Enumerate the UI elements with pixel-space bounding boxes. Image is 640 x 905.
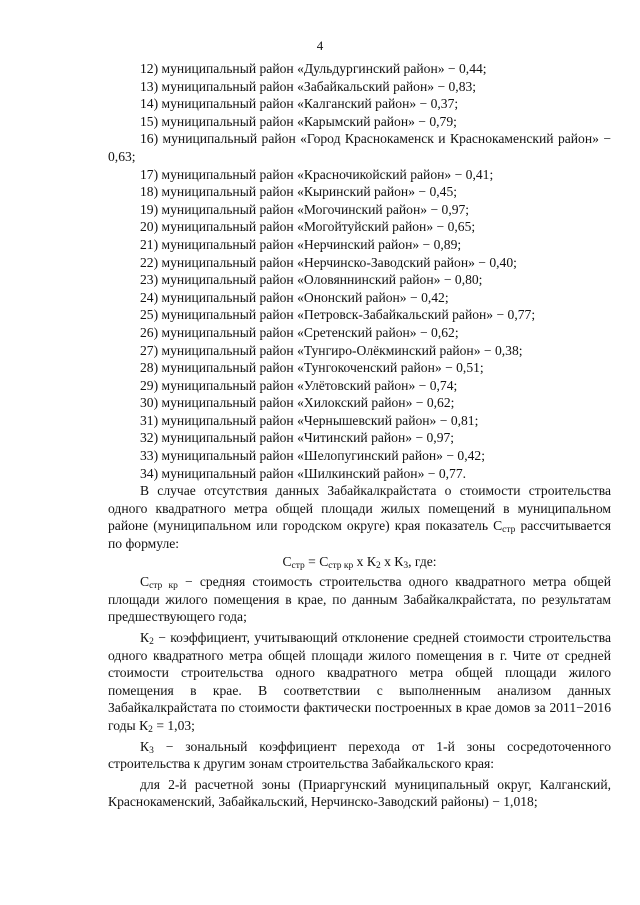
formula-term-1: С: [319, 553, 329, 569]
def-text: − коэффициент, учитывающий отклонение средней стоимости строительства одного квадратного метра общей площади жилого помещения в г. Чите от средней стоимости строительства одного квадратного метра общей площади жилого помещения в крае. В соответствии с выполненным анализом данных Забайкалкрайстата по стоимости фактически построенных в крае домов за 2011−2016 годы: [108, 630, 611, 733]
list-item: 13) муниципальный район «Забайкальский район» − 0,83;: [140, 78, 477, 94]
list-item: 16) муниципальный район «Город Краснокаменск и Краснокаменский район» − 0,63;: [108, 131, 611, 164]
list-item: 18) муниципальный район «Кыринский район» − 0,45;: [140, 184, 458, 200]
list-item: 33) муниципальный район «Шелопугинский район» − 0,42;: [140, 448, 485, 464]
list-item: 24) муниципальный район «Ононский район» − 0,42;: [140, 289, 449, 305]
def-symbol-sub: 3: [149, 745, 154, 756]
definition-k3: [108, 738, 611, 773]
intro-tail: рассчитывается по формуле:: [108, 518, 611, 552]
definition-k2: [108, 629, 611, 735]
list-item: 28) муниципальный район «Тунгокоченский район» − 0,51;: [140, 360, 484, 376]
list-item: 29) муниципальный район «Улётовский район» − 0,74;: [140, 377, 458, 393]
formula-term-1-sub: стр кр: [328, 560, 354, 571]
def-text: − зональный коэффициент перехода от 1-й зоны сосредоточенного строительства к другим зонам строительства Забайкальского края:: [108, 738, 611, 772]
page-number: 4: [316, 38, 324, 53]
k2-value: = 1,03;: [152, 717, 195, 733]
list-item: 34) муниципальный район «Шилкинский район» − 0,77.: [140, 465, 467, 481]
list-item: 15) муниципальный район «Карымский район» − 0,79;: [140, 113, 457, 129]
list-item: 27) муниципальный район «Тунгиро-Олёкминский район» − 0,38;: [140, 342, 523, 358]
list-item: 14) муниципальный район «Калганский район» − 0,37;: [140, 96, 459, 112]
list-item: 20) муниципальный район «Могойтуйский район» − 0,65;: [140, 219, 476, 235]
formula: [108, 553, 611, 571]
def-symbol: К: [140, 738, 150, 754]
intro-paragraph: [108, 482, 611, 552]
symbol-sub: стр: [502, 525, 516, 536]
def-symbol-sub: 2: [149, 637, 154, 647]
definition-cstrkr: [108, 573, 611, 626]
list-item: 25) муниципальный район «Петровск-Забайкальский район» − 0,77;: [140, 307, 536, 323]
list-item: 32) муниципальный район «Читинский район» − 0,97;: [140, 430, 455, 446]
list-item: 19) муниципальный район «Могочинский район» − 0,97;: [140, 201, 470, 217]
zone-2-paragraph: для 2-й расчетной зоны (Приаргунский муниципальный округ, Калганский, Краснокаменский, Забайкальский, Нерчинско-Заводский районы) − 1,018;: [108, 776, 611, 810]
list-item: 26) муниципальный район «Сретенский район» − 0,62;: [140, 324, 459, 340]
def-symbol: К: [140, 630, 150, 645]
intro-text: В случае отсутствия данных Забайкалкрайстата о стоимости строительства одного квадратного метра общей площади жилых помещений в муниципальном районе (муниципальном или городском округе) края показатель: [108, 483, 611, 534]
list-item: 31) муниципальный район «Чернышевский район» − 0,81;: [140, 412, 479, 428]
list-item: 21) муниципальный район «Нерчинский район» − 0,89;: [140, 236, 462, 252]
document-body: [108, 60, 611, 811]
formula-term-3-sub: 3: [403, 560, 409, 571]
formula-term-2: К: [366, 553, 376, 569]
def-text: − средняя стоимость строительства одного квадратного метра общей площади жилого помещения в крае, по данным Забайкалкрайстата, по результатам предшествующего года;: [108, 574, 611, 625]
formula-where: , где:: [408, 553, 437, 569]
def-symbol: С: [140, 574, 150, 590]
list-item: 22) муниципальный район «Нерчинско-Заводский район» − 0,40;: [140, 254, 517, 270]
list-item: 17) муниципальный район «Красночикойский район» − 0,41;: [140, 166, 494, 182]
def-symbol-sub: стр кр: [149, 581, 178, 592]
formula-term-3: К: [394, 553, 404, 569]
formula-lhs-sub: стр: [291, 560, 305, 571]
formula-lhs: С: [282, 553, 292, 569]
formula-eq: =: [304, 553, 320, 569]
formula-times-1: х: [353, 553, 367, 569]
symbol-c: С: [493, 518, 503, 534]
formula-term-2-sub: 2: [375, 560, 381, 571]
list-item: 23) муниципальный район «Оловяннинский район» − 0,80;: [140, 272, 483, 288]
list-item: 12) муниципальный район «Дульдургинский район» − 0,44;: [140, 61, 487, 76]
k2-symbol: К: [139, 717, 149, 733]
formula-times-2: х: [380, 553, 395, 569]
list-item: 30) муниципальный район «Хилокский район» − 0,62;: [140, 395, 455, 411]
k2-symbol-sub: 2: [148, 724, 153, 735]
